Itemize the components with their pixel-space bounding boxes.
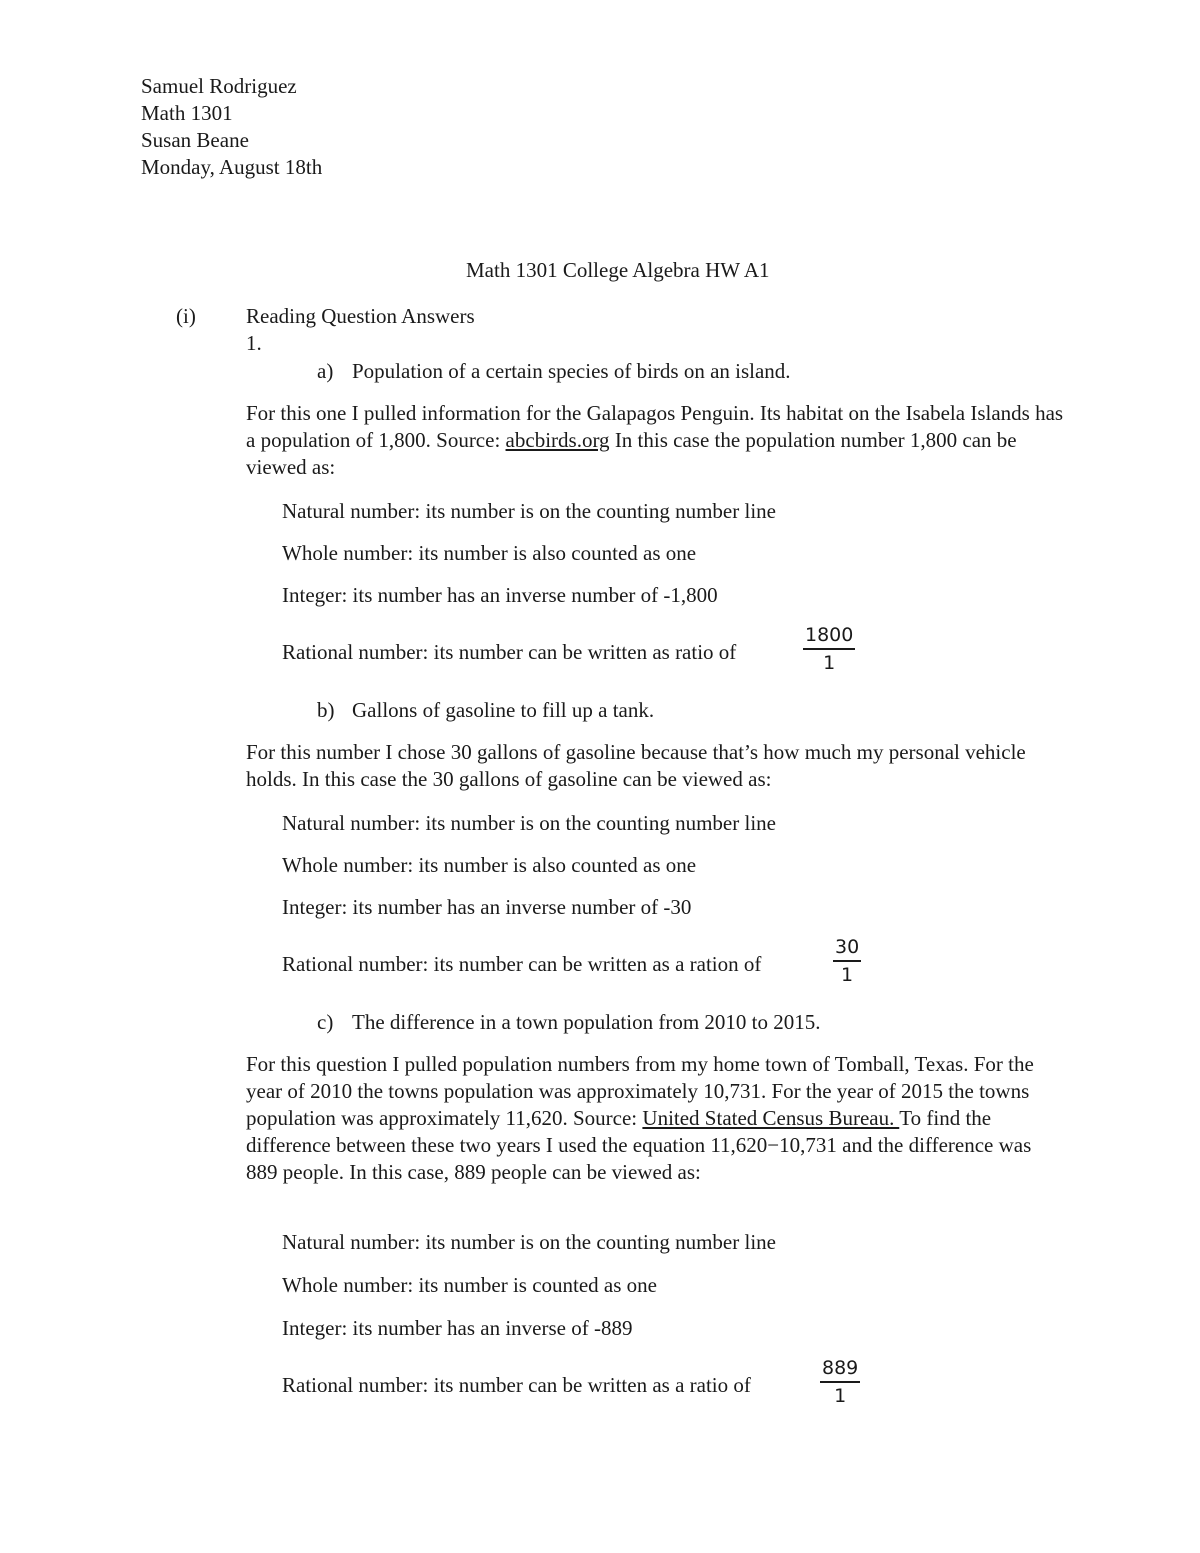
- part-c-natural: Natural number: its number is on the counting number line: [282, 1230, 776, 1254]
- source-link-census-bureau[interactable]: United Stated Census Bureau.: [642, 1106, 900, 1130]
- document-title: Math 1301 College Algebra HW A1: [466, 258, 770, 282]
- author-name: Samuel Rodriguez: [141, 74, 297, 98]
- part-b-fraction: [833, 936, 861, 986]
- part-c-rational: Rational number: its number can be written as a ratio of: [282, 1373, 751, 1397]
- part-b-whole: Whole number: its number is also counted as one: [282, 853, 697, 877]
- part-a-paragraph: [246, 400, 1066, 481]
- part-a-paragraph-text-2: In this case the population number 1,800 can be viewed as:: [246, 428, 1017, 479]
- part-c-paragraph: [246, 1051, 1066, 1186]
- part-a-paragraph-text-1: For this one I pulled information for the Galapagos Penguin. Its habitat on the Isabela Islands has a population of 1,800. Source:: [246, 401, 1064, 452]
- part-c-integer: Integer: its number has an inverse of -889: [282, 1316, 633, 1340]
- part-c-prompt: The difference in a town population from 2010 to 2015.: [352, 1010, 821, 1034]
- part-a-prompt: Population of a certain species of birds on an island.: [352, 359, 791, 383]
- source-link-abcbirds[interactable]: abcbirds.org: [505, 428, 610, 452]
- part-a-fraction: [803, 624, 855, 674]
- part-c-numerator: 889: [820, 1357, 860, 1383]
- section-marker: (i): [176, 304, 196, 328]
- part-b-integer: Integer: its number has an inverse number of -30: [282, 895, 692, 919]
- course-name: Math 1301: [141, 101, 233, 125]
- part-b-prompt: Gallons of gasoline to fill up a tank.: [352, 698, 655, 722]
- part-c-paragraph-text-2: To find the difference between these two years I used the equation 11,620−10,731 and the difference was 889 people. In this case, 889 people can be viewed as:: [246, 1106, 1032, 1184]
- part-c-label: c): [317, 1010, 334, 1034]
- part-b-denominator: 1: [841, 964, 854, 986]
- part-a-integer: Integer: its number has an inverse number of -1,800: [282, 583, 718, 607]
- assignment-date: Monday, August 18th: [141, 155, 323, 179]
- part-a-whole: Whole number: its number is also counted as one: [282, 541, 697, 565]
- part-b-natural: Natural number: its number is on the counting number line: [282, 811, 776, 835]
- part-a-label: a): [317, 359, 334, 383]
- part-c-fraction: [820, 1357, 860, 1407]
- part-c-paragraph-text-1: For this question I pulled population numbers from my home town of Tomball, Texas. For the year of 2010 the towns population was approximately 10,731. For the year of 2015 the towns population was approximately 11,620. Source:: [246, 1052, 1034, 1130]
- part-a-numerator: 1800: [803, 624, 855, 650]
- part-a-natural: Natural number: its number is on the counting number line: [282, 499, 776, 523]
- question-number: 1.: [246, 331, 262, 355]
- part-b-numerator: 30: [833, 936, 861, 962]
- part-c-denominator: 1: [834, 1385, 847, 1407]
- part-b-paragraph: For this number I chose 30 gallons of gasoline because that’s how much my personal vehicle holds. In this case the 30 gallons of gasoline can be viewed as:: [246, 740, 1026, 791]
- part-a-rational: Rational number: its number can be written as ratio of: [282, 640, 737, 664]
- part-c-whole: Whole number: its number is counted as one: [282, 1273, 657, 1297]
- part-b-label: b): [317, 698, 335, 722]
- section-heading: Reading Question Answers: [246, 304, 475, 328]
- part-a-denominator: 1: [823, 652, 836, 674]
- instructor-name: Susan Beane: [141, 128, 249, 152]
- part-b-rational: Rational number: its number can be written as a ration of: [282, 952, 762, 976]
